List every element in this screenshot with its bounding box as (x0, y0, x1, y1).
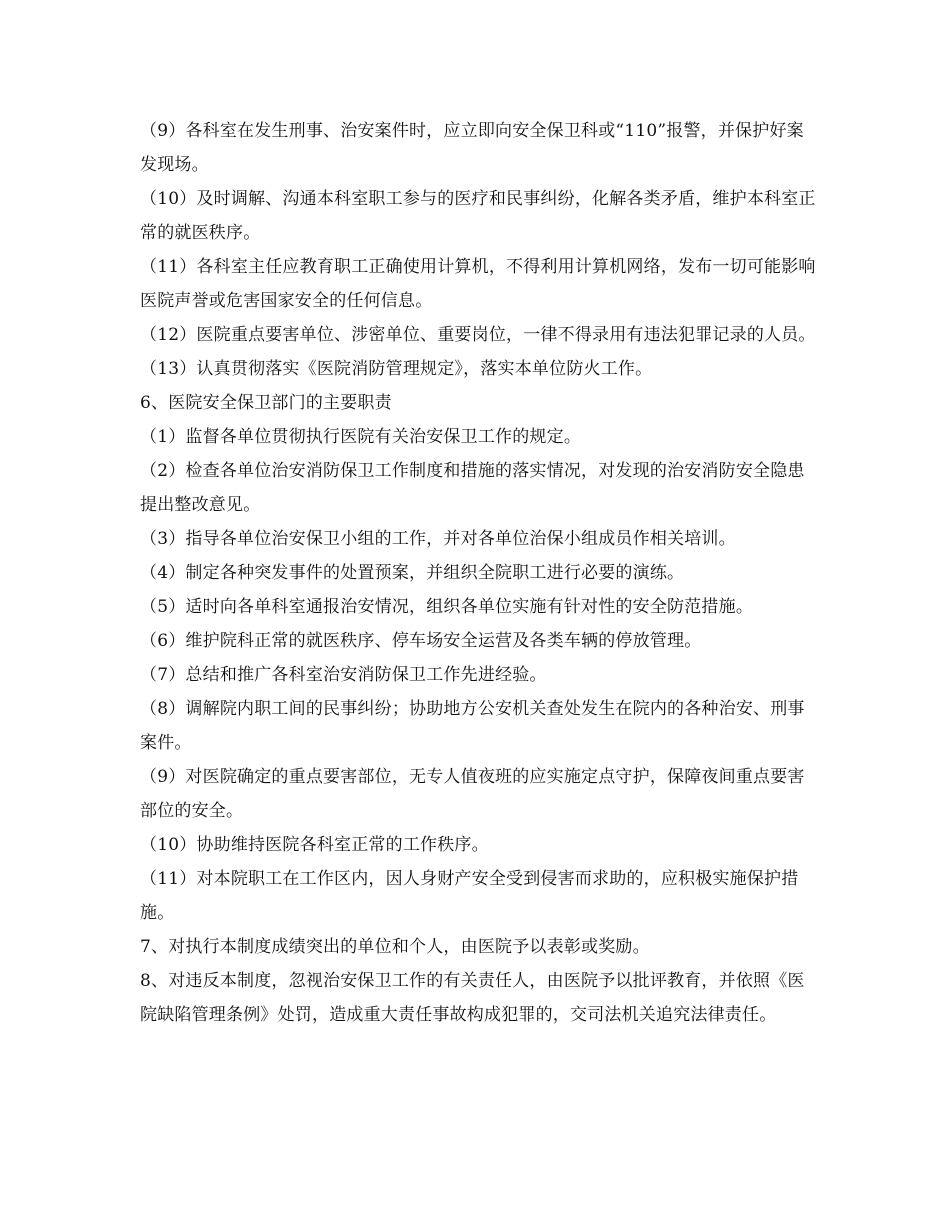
paragraph-13-fire-safety: （13）认真贯彻落实《医院消防管理规定》，落实本单位防火工作。 (140, 359, 653, 379)
paragraph-10-mediate-disputes: （10）及时调解、沟通本科室职工参与的医疗和民事纠纷，化解各类矛盾，维护本科室正常的就医秩序。 (140, 189, 816, 243)
duty-item-9: （9）对医院确定的重点要害部位，无专人值夜班的应实施定点守护，保障夜间重点要害部位的安全。 (140, 767, 805, 821)
paragraph-11-computer-use: （11）各科室主任应教育职工正确使用计算机，不得利用计算机网络，发布一切可能影响医院声誉或危害国家安全的任何信息。 (140, 257, 816, 311)
duty-item-1: （1）监督各单位贯彻执行医院有关治安保卫工作的规定。 (140, 427, 582, 447)
duty-item-6: （6）维护院科正常的就医秩序、停车场安全运营及各类车辆的停放管理。 (140, 631, 702, 651)
duty-item-4: （4）制定各种突发事件的处置预案，并组织全院职工进行必要的演练。 (140, 563, 685, 583)
duty-item-11: （11）对本院职工在工作区内，因人身财产安全受到侵害而求助的，应积极实施保护措施。 (140, 869, 799, 923)
section-heading-6: 6、医院安全保卫部门的主要职责 (140, 393, 392, 413)
duty-item-3: （3）指导各单位治安保卫小组的工作，并对各单位治保小组成员作相关培训。 (140, 529, 736, 549)
section-7-rewards: 7、对执行本制度成绩突出的单位和个人，由医院予以表彰或奖励。 (140, 937, 650, 957)
duty-item-10: （10）协助维持医院各科室正常的工作秩序。 (140, 835, 489, 855)
duty-item-7: （7）总结和推广各科室治安消防保卫工作先进经验。 (140, 665, 547, 685)
paragraph-9-report-cases: （9）各科室在发生刑事、治安案件时，应立即向安全保卫科或“110”报警，并保护好案发现场。 (140, 121, 804, 175)
section-8-penalties: 8、对违反本制度，忽视治安保卫工作的有关责任人，由医院予以批评教育，并依照《医院缺陷管理条例》处罚，造成重大责任事故构成犯罪的，交司法机关追究法律责任。 (140, 971, 805, 1025)
duty-item-8: （8）调解院内职工间的民事纠纷；协助地方公安机关查处发生在院内的各种治安、刑事案件。 (140, 699, 805, 753)
document-body (140, 114, 820, 1032)
duty-item-5: （5）适时向各单科室通报治安情况，组织各单位实施有针对性的安全防范措施。 (140, 597, 754, 617)
duty-item-2: （2）检查各单位治安消防保卫工作制度和措施的落实情况，对发现的治安消防安全隐患提出整改意见。 (140, 461, 805, 515)
paragraph-12-key-posts: （12）医院重点要害单位、涉密单位、重要岗位，一律不得录用有违法犯罪记录的人员。 (140, 325, 816, 345)
